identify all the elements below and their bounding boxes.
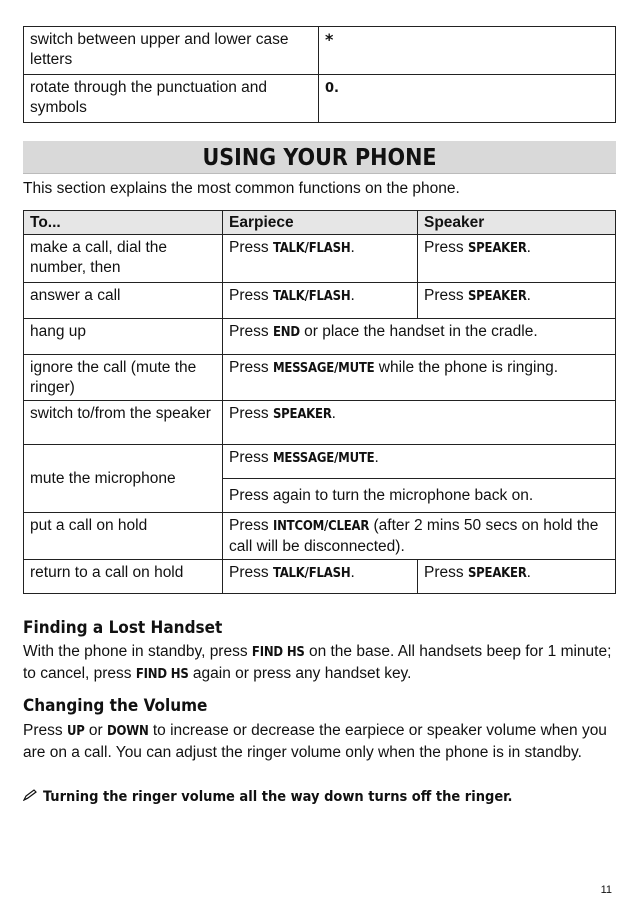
key-label: TALK/FLASH [272, 289, 351, 304]
key-label: TALK/FLASH [272, 566, 351, 581]
both-cell [223, 401, 616, 445]
text: or [84, 722, 108, 739]
text: Press [229, 517, 273, 534]
key-label: END [272, 325, 300, 340]
both-cell: Press again to turn the microphone back on. [223, 479, 616, 513]
key-label: DOWN [107, 724, 149, 739]
header-to: To... [24, 211, 223, 235]
key-label: FIND HS [251, 645, 305, 660]
text: Press [229, 239, 273, 256]
key-label: FIND HS [135, 667, 189, 682]
to-cell: ignore the call (mute the ringer) [24, 355, 223, 401]
text: Press [23, 722, 67, 739]
table-row [24, 235, 616, 283]
text: . [331, 405, 336, 422]
table-row [24, 355, 616, 401]
table-header-row [24, 211, 616, 235]
key-label: UP [66, 724, 85, 739]
pencil-note-icon [23, 789, 37, 805]
section-title-bar [23, 141, 616, 174]
key-label: TALK/FLASH [272, 241, 351, 256]
earpiece-cell [223, 560, 418, 594]
key-label: INTCOM/CLEAR [272, 519, 370, 534]
to-cell: mute the microphone [24, 445, 223, 513]
text: . [350, 564, 355, 581]
keypad-text-table [23, 26, 616, 123]
intro-text: This section explains the most common functions on the phone. [23, 180, 460, 197]
text: on the base. All handsets beep for 1 minute; to cancel, press [23, 643, 612, 682]
zero-key: 0. [325, 81, 339, 96]
table-row [24, 445, 616, 479]
action-cell: rotate through the punctuation and symbols [24, 75, 319, 123]
table-row [24, 401, 616, 445]
to-cell: make a call, dial the number, then [24, 235, 223, 283]
volume-paragraph [23, 720, 623, 763]
table-row [24, 560, 616, 594]
key-label: SPEAKER [467, 241, 527, 256]
text: Press [229, 287, 273, 304]
page-number: 11 [600, 884, 612, 896]
note-text: Turning the ringer volume all the way down turns off the ringer. [43, 789, 513, 805]
text: Press [229, 323, 273, 340]
key-cell [319, 27, 616, 75]
section-title: USING YOUR PHONE [202, 145, 437, 171]
text: (after 2 mins 50 secs on hold the call will be disconnected). [229, 517, 599, 555]
both-cell [223, 355, 616, 401]
speaker-cell [418, 283, 616, 319]
asterisk-key: * [325, 30, 334, 49]
header-earpiece: Earpiece [223, 211, 418, 235]
to-cell: hang up [24, 319, 223, 355]
text: Press [424, 287, 468, 304]
text: . [526, 564, 531, 581]
text: . [526, 239, 531, 256]
to-cell: put a call on hold [24, 513, 223, 560]
text: . [374, 449, 379, 466]
key-label: SPEAKER [467, 289, 527, 304]
both-cell [223, 319, 616, 355]
ringer-note [23, 789, 513, 805]
earpiece-cell [223, 235, 418, 283]
text: Press [229, 564, 273, 581]
text: Press [424, 564, 468, 581]
table-row [24, 283, 616, 319]
speaker-cell [418, 235, 616, 283]
table-row [24, 513, 616, 560]
table-row [24, 75, 616, 123]
both-cell [223, 445, 616, 479]
speaker-cell [418, 560, 616, 594]
text: Press [229, 405, 273, 422]
text: With the phone in standby, press [23, 643, 252, 660]
header-speaker: Speaker [418, 211, 616, 235]
to-cell: answer a call [24, 283, 223, 319]
earpiece-cell [223, 283, 418, 319]
table-row [24, 319, 616, 355]
text: to increase or decrease the earpiece or speaker volume when you are on a call. You can adjust the ringer volume only when the phone is in standby. [23, 722, 607, 761]
lost-handset-paragraph [23, 641, 623, 685]
volume-heading: Changing the Volume [23, 696, 208, 716]
key-label: MESSAGE/MUTE [272, 361, 375, 376]
text: . [526, 287, 531, 304]
text: . [350, 239, 355, 256]
text: Press [229, 449, 273, 466]
text: while the phone is ringing. [374, 359, 559, 376]
text: . [350, 287, 355, 304]
table-row [24, 27, 616, 75]
both-cell [223, 513, 616, 560]
text: Press [424, 239, 468, 256]
key-label: MESSAGE/MUTE [272, 451, 375, 466]
key-cell [319, 75, 616, 123]
lost-handset-heading: Finding a Lost Handset [23, 618, 223, 638]
text: again or press any handset key. [188, 665, 412, 682]
key-label: SPEAKER [467, 566, 527, 581]
text: Press [229, 359, 273, 376]
key-label: SPEAKER [272, 407, 332, 422]
phone-functions-table [23, 210, 616, 594]
to-cell: return to a call on hold [24, 560, 223, 594]
action-cell: switch between upper and lower case letters [24, 27, 319, 75]
text: or place the handset in the cradle. [299, 323, 538, 340]
to-cell: switch to/from the speaker [24, 401, 223, 445]
